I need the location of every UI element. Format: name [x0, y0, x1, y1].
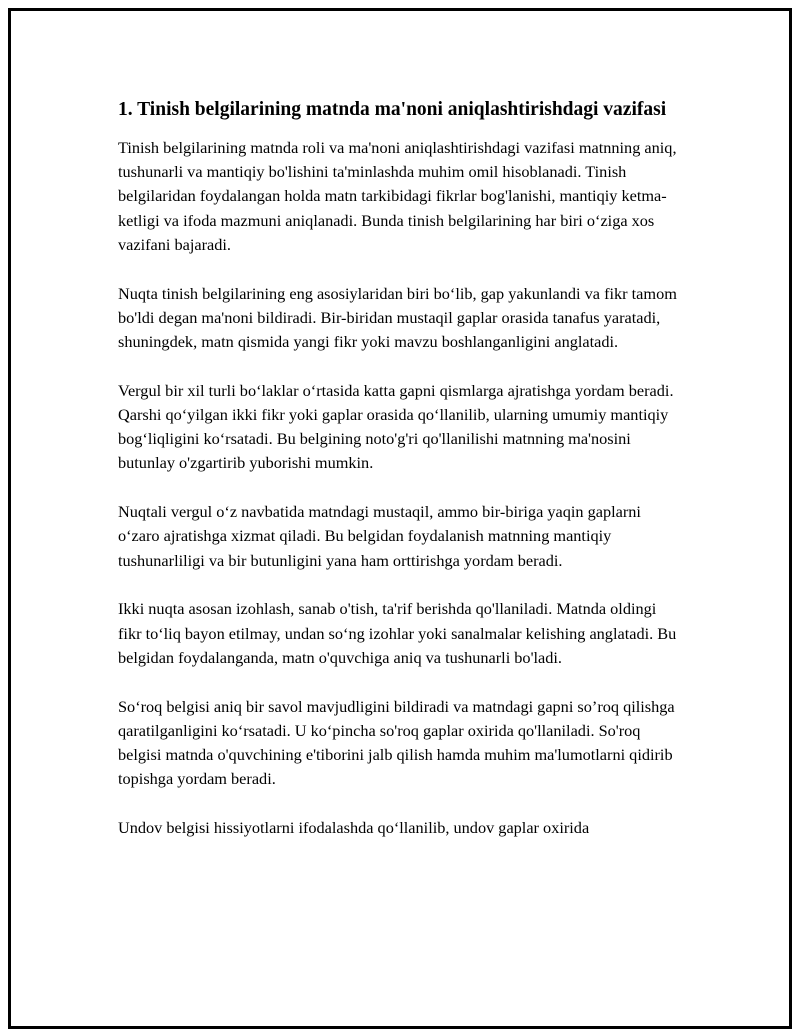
document-body — [118, 97, 678, 865]
paragraph-intro: Tinish belgilarining matnda roli va ma'noni aniqlashtirishdagi vazifasi matnning aniq, tushunarli va mantiqiy bo'lishini ta'minlashda muhim omil hisoblanadi. Tinish belgilaridan foydalangan holda matn tarkibidagi fikrlar bog'lanishi, mantiqiy ketma-ketligi va ifoda mazmuni aniqlanadi. Bunda tinish belgilarining har biri o‘ziga xos vazifani bajaradi. — [118, 138, 677, 254]
paragraph-semicolon: Nuqtali vergul o‘z navbatida matndagi mustaqil, ammo bir-biriga yaqin gaplarni o‘zaro ajratishga xizmat qiladi. Bu belgidan foydalanish matnning mantiqiy tushunarliligi va bir butunligini yana ham orttirishga yordam beradi. — [118, 502, 641, 570]
section-heading: 1. Tinish belgilarining matnda ma'noni aniqlashtirishdagi vazifasi — [118, 99, 667, 120]
page-frame — [8, 8, 792, 1029]
paragraph-exclamation-mark: Undov belgisi hissiyotlarni ifodalashda qo‘llanilib, undov gaplar oxirida — [118, 818, 590, 838]
paragraph-comma: Vergul bir xil turli bo‘laklar o‘rtasida katta gapni qismlarga ajratishga yordam beradi. Qarshi qo‘yilgan ikki fikr yoki gaplar orasida qo‘llanilib, ularning umumiy mantiqiy bog‘liqligini ko‘rsatadi. Bu belgining noto'g'ri qo'llanilishi matnning ma'nosini butunlay o'zgartirib yuborishi mumkin. — [118, 380, 674, 473]
paragraph-colon: Ikki nuqta asosan izohlash, sanab o'tish, ta'rif berishda qo'llaniladi. Matnda oldingi fikr to‘liq bayon etilmay, undan so‘ng izohlar yoki sanalmalar kelishing anglatadi. Bu belgidan foydalanganda, matn o'quvchiga aniq va tushunarli bo'ladi. — [118, 599, 677, 667]
paragraph-question-mark: So‘roq belgisi aniq bir savol mavjudligini bildiradi va matndagi gapni so’roq qilishga qaratilganligini ko‘rsatadi. U ko‘pincha so'roq gaplar oxirida qo'llaniladi. So'roq belgisi matnda o'quvchining e'tiborini jalb qilish hamda muhim ma'lumotlarni qidirib topishga yordam beradi. — [118, 696, 675, 789]
paragraph-period: Nuqta tinish belgilarining eng asosiylaridan biri bo‘lib, gap yakunlandi va fikr tamom bo'ldi degan ma'noni bildiradi. Bir-biridan mustaqil gaplar orasida tanafus yaratadi, shuningdek, matn qismida yangi fikr yoki mavzu boshlanganligini anglatadi. — [118, 283, 677, 352]
